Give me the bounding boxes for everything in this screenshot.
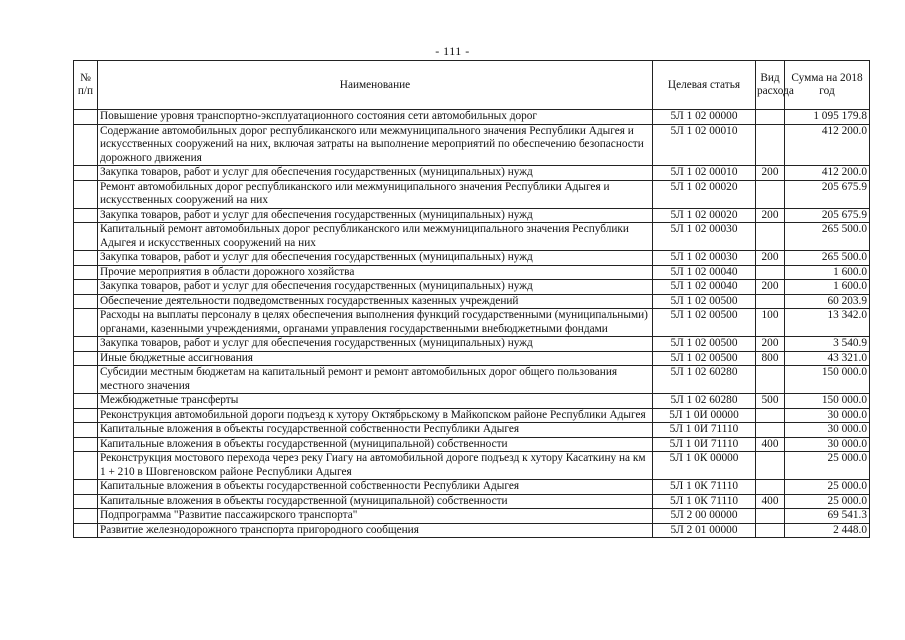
cell-code: 5Л 2 00 00000 — [653, 509, 756, 524]
cell-name: Капитальные вложения в объекты государственной (муниципальной) собственности — [98, 437, 653, 452]
table-row — [74, 309, 870, 337]
cell-num — [74, 351, 98, 366]
cell-sum: 69 541.3 — [785, 509, 870, 524]
cell-type: 500 — [756, 394, 785, 409]
cell-code: 5Л 1 02 00010 — [653, 124, 756, 166]
cell-type: 200 — [756, 337, 785, 352]
cell-name: Прочие мероприятия в области дорожного хозяйства — [98, 265, 653, 280]
table-row — [74, 351, 870, 366]
cell-sum: 205 675.9 — [785, 208, 870, 223]
cell-num — [74, 280, 98, 295]
cell-sum: 1 600.0 — [785, 280, 870, 295]
table-row — [74, 180, 870, 208]
table-row — [74, 394, 870, 409]
cell-code: 5Л 1 0И 00000 — [653, 408, 756, 423]
cell-type: 400 — [756, 437, 785, 452]
table-row — [74, 251, 870, 266]
cell-code: 5Л 1 02 60280 — [653, 394, 756, 409]
header-name: Наименование — [98, 61, 653, 110]
cell-num — [74, 265, 98, 280]
table-row — [74, 408, 870, 423]
cell-name: Закупка товаров, работ и услуг для обеспечения государственных (муниципальных) нужд — [98, 251, 653, 266]
cell-type — [756, 480, 785, 495]
cell-sum: 265 500.0 — [785, 223, 870, 251]
cell-num — [74, 366, 98, 394]
cell-num — [74, 110, 98, 125]
cell-type — [756, 523, 785, 538]
cell-type: 200 — [756, 280, 785, 295]
cell-num — [74, 166, 98, 181]
cell-sum: 150 000.0 — [785, 394, 870, 409]
cell-num — [74, 208, 98, 223]
cell-sum: 43 321.0 — [785, 351, 870, 366]
table-body — [74, 110, 870, 538]
cell-code: 5Л 1 02 00030 — [653, 251, 756, 266]
cell-num — [74, 124, 98, 166]
table-row — [74, 337, 870, 352]
cell-type: 800 — [756, 351, 785, 366]
cell-name: Иные бюджетные ассигнования — [98, 351, 653, 366]
table-row — [74, 480, 870, 495]
cell-name: Подпрограмма "Развитие пассажирского транспорта" — [98, 509, 653, 524]
cell-name: Субсидии местным бюджетам на капитальный ремонт и ремонт автомобильных дорог общего пользования местного значения — [98, 366, 653, 394]
cell-sum: 25 000.0 — [785, 494, 870, 509]
table-row — [74, 223, 870, 251]
header-code: Целевая статья — [653, 61, 756, 110]
table-row — [74, 366, 870, 394]
cell-sum: 30 000.0 — [785, 423, 870, 438]
cell-num — [74, 452, 98, 480]
table-header-row — [74, 61, 870, 110]
cell-name: Реконструкция мостового перехода через реку Гиагу на автомобильной дороге подъезд к хутору Касаткину на км 1 + 210 в Шовгеновском районе Республики Адыгея — [98, 452, 653, 480]
header-sum: Сумма на 2018 год — [785, 61, 870, 110]
cell-type — [756, 509, 785, 524]
cell-num — [74, 251, 98, 266]
cell-type: 200 — [756, 208, 785, 223]
cell-type — [756, 294, 785, 309]
cell-code: 5Л 1 0И 71110 — [653, 423, 756, 438]
cell-num — [74, 494, 98, 509]
cell-num — [74, 223, 98, 251]
cell-name: Капитальные вложения в объекты государственной (муниципальной) собственности — [98, 494, 653, 509]
cell-name: Расходы на выплаты персоналу в целях обеспечения выполнения функций государственными (муниципальными) органами, казенными учреждениями, органами управления государственными внебюджетными фондами — [98, 309, 653, 337]
table-row — [74, 523, 870, 538]
cell-name: Закупка товаров, работ и услуг для обеспечения государственных (муниципальных) нужд — [98, 280, 653, 295]
cell-type — [756, 223, 785, 251]
cell-sum: 13 342.0 — [785, 309, 870, 337]
table-row — [74, 294, 870, 309]
cell-code: 5Л 1 02 00000 — [653, 110, 756, 125]
cell-code: 5Л 1 0К 00000 — [653, 452, 756, 480]
cell-num — [74, 394, 98, 409]
cell-sum: 30 000.0 — [785, 408, 870, 423]
table-row — [74, 166, 870, 181]
cell-code: 5Л 1 02 00040 — [653, 280, 756, 295]
cell-name: Межбюджетные трансферты — [98, 394, 653, 409]
cell-sum: 3 540.9 — [785, 337, 870, 352]
cell-code: 5Л 1 02 60280 — [653, 366, 756, 394]
cell-sum: 60 203.9 — [785, 294, 870, 309]
table-row — [74, 423, 870, 438]
cell-type — [756, 180, 785, 208]
table-row — [74, 494, 870, 509]
cell-name: Развитие железнодорожного транспорта пригородного сообщения — [98, 523, 653, 538]
cell-code: 5Л 1 0К 71110 — [653, 494, 756, 509]
cell-code: 5Л 1 02 00010 — [653, 166, 756, 181]
cell-name: Содержание автомобильных дорог республиканского или межмуниципального значения Республики Адыгея и искусственных сооружений на них, включая затраты на выполнение мероприятий по обеспечению безопасности дорожного движения — [98, 124, 653, 166]
cell-type — [756, 265, 785, 280]
cell-sum: 412 200.0 — [785, 124, 870, 166]
cell-code: 5Л 1 02 00040 — [653, 265, 756, 280]
cell-code: 5Л 1 02 00020 — [653, 180, 756, 208]
cell-sum: 1 095 179.8 — [785, 110, 870, 125]
cell-type — [756, 124, 785, 166]
cell-name: Капитальные вложения в объекты государственной собственности Республики Адыгея — [98, 480, 653, 495]
budget-table — [73, 60, 870, 538]
cell-type — [756, 423, 785, 438]
cell-sum: 25 000.0 — [785, 480, 870, 495]
cell-name: Обеспечение деятельности подведомственных государственных казенных учреждений — [98, 294, 653, 309]
cell-name: Реконструкция автомобильной дороги подъезд к хутору Октябрьскому в Майкопском районе Республики Адыгея — [98, 408, 653, 423]
cell-num — [74, 337, 98, 352]
cell-sum: 1 600.0 — [785, 265, 870, 280]
cell-num — [74, 509, 98, 524]
cell-code: 5Л 2 01 00000 — [653, 523, 756, 538]
cell-type — [756, 366, 785, 394]
table-row — [74, 265, 870, 280]
cell-name: Закупка товаров, работ и услуг для обеспечения государственных (муниципальных) нужд — [98, 337, 653, 352]
cell-num — [74, 523, 98, 538]
cell-num — [74, 180, 98, 208]
cell-code: 5Л 1 02 00500 — [653, 337, 756, 352]
cell-code: 5Л 1 02 00030 — [653, 223, 756, 251]
cell-code: 5Л 1 02 00020 — [653, 208, 756, 223]
table-row — [74, 124, 870, 166]
cell-name: Закупка товаров, работ и услуг для обеспечения государственных (муниципальных) нужд — [98, 166, 653, 181]
table-row — [74, 110, 870, 125]
table-row — [74, 452, 870, 480]
cell-type: 100 — [756, 309, 785, 337]
cell-code: 5Л 1 0К 71110 — [653, 480, 756, 495]
cell-type: 200 — [756, 166, 785, 181]
cell-code: 5Л 1 02 00500 — [653, 309, 756, 337]
cell-sum: 265 500.0 — [785, 251, 870, 266]
cell-name: Закупка товаров, работ и услуг для обеспечения государственных (муниципальных) нужд — [98, 208, 653, 223]
cell-type — [756, 408, 785, 423]
cell-sum: 412 200.0 — [785, 166, 870, 181]
table-row — [74, 280, 870, 295]
cell-num — [74, 294, 98, 309]
header-num: № п/п — [74, 61, 98, 110]
table-row — [74, 437, 870, 452]
cell-type: 200 — [756, 251, 785, 266]
cell-sum: 150 000.0 — [785, 366, 870, 394]
cell-name: Повышение уровня транспортно-эксплуатационного состояния сети автомобильных дорог — [98, 110, 653, 125]
cell-name: Ремонт автомобильных дорог республиканского или межмуниципального значения Республики Адыгея и искусственных сооружений на них — [98, 180, 653, 208]
cell-code: 5Л 1 0И 71110 — [653, 437, 756, 452]
cell-sum: 25 000.0 — [785, 452, 870, 480]
cell-type — [756, 110, 785, 125]
cell-type: 400 — [756, 494, 785, 509]
cell-sum: 205 675.9 — [785, 180, 870, 208]
cell-num — [74, 309, 98, 337]
cell-type — [756, 452, 785, 480]
cell-code: 5Л 1 02 00500 — [653, 351, 756, 366]
cell-num — [74, 408, 98, 423]
page-number: - 111 - — [435, 44, 470, 58]
table-row — [74, 208, 870, 223]
table-row — [74, 509, 870, 524]
cell-num — [74, 437, 98, 452]
cell-num — [74, 423, 98, 438]
header-type: Вид расхода — [756, 61, 785, 110]
cell-name: Капитальный ремонт автомобильных дорог республиканского или межмуниципального значения Республики Адыгея и искусственных сооружений на них — [98, 223, 653, 251]
cell-sum: 30 000.0 — [785, 437, 870, 452]
cell-code: 5Л 1 02 00500 — [653, 294, 756, 309]
cell-num — [74, 480, 98, 495]
cell-sum: 2 448.0 — [785, 523, 870, 538]
cell-name: Капитальные вложения в объекты государственной собственности Республики Адыгея — [98, 423, 653, 438]
